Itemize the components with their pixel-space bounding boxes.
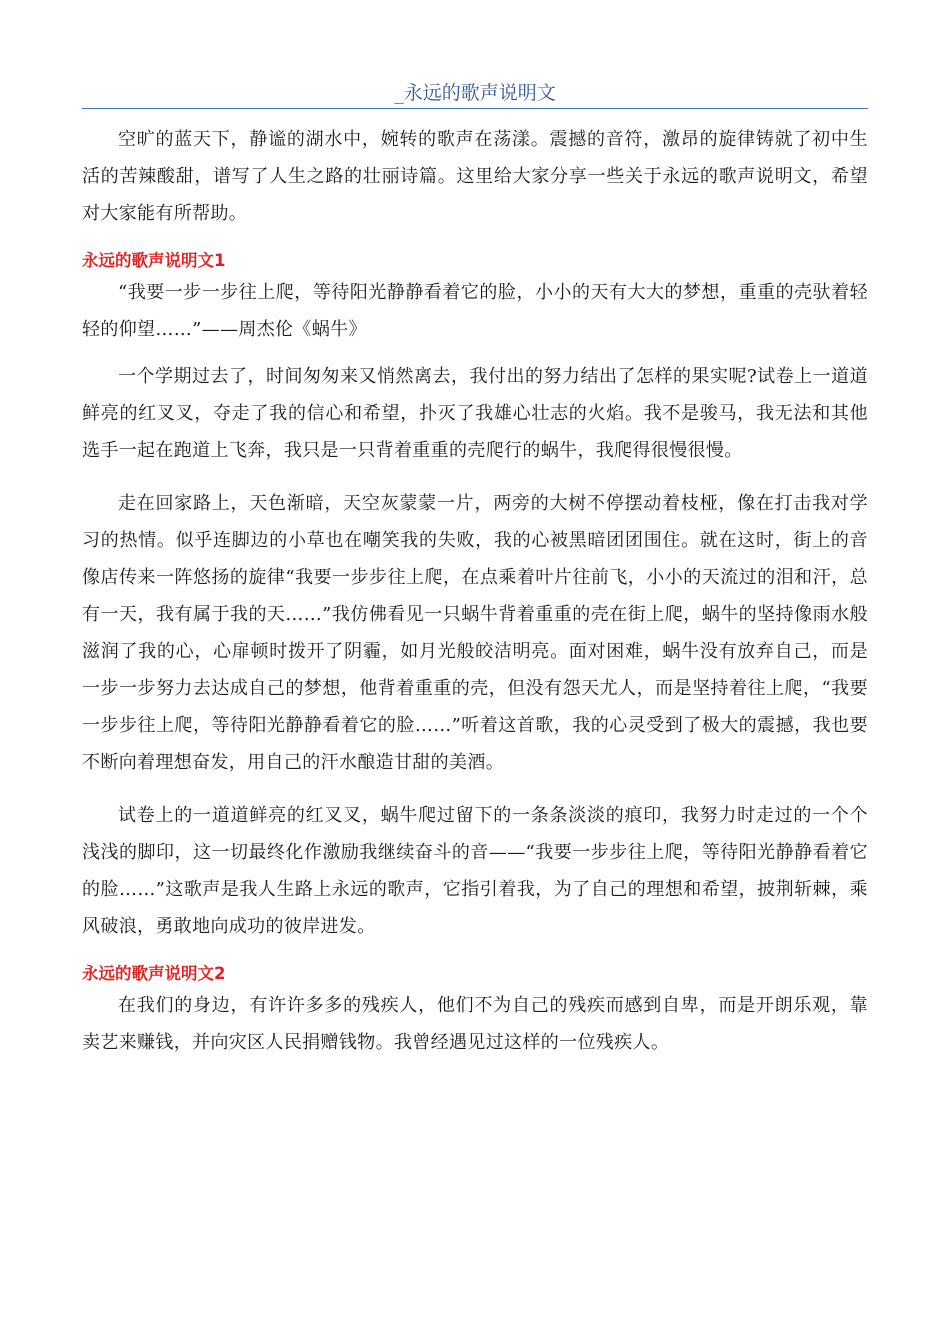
section-heading-1: 永远的歌声说明文1: [82, 251, 226, 270]
section-heading-2: 永远的歌声说明文2: [82, 964, 226, 983]
section-1-paragraph-quote: “我要一步一步往上爬，等待阳光静静看着它的脸，小小的天有大大的梦想，重重的壳驮着轻轻的仰望……”——周杰伦《蜗牛》: [82, 282, 868, 340]
page-header-title: _永远的歌声说明文: [394, 82, 556, 104]
section-1-paragraph-4: 试卷上的一道道鲜亮的红叉叉，蜗牛爬过留下的一条条淡淡的痕印，我努力时走过的一个个浅浅的脚印，这一切最终化作激励我继续奋斗的音——“我要一步步往上爬，等待阳光静静看着它的脸……”这歌声是我人生路上永远的歌声，它指引着我，为了自己的理想和希望，披荆斩棘，乘风破浪，勇敢地向成功的彼岸进发。: [82, 805, 868, 937]
section-1-paragraph-2: 一个学期过去了，时间匆匆来又悄然离去，我付出的努力结出了怎样的果实呢?试卷上一道道鲜亮的红叉叉，夺走了我的信心和希望，扑灭了我雄心壮志的火焰。我不是骏马，我无法和其他选手一起在跑道上飞奔，我只是一只背着重重的壳爬行的蜗牛，我爬得很慢很慢。: [82, 366, 868, 461]
document-body: [82, 121, 868, 1077]
intro-paragraph: 空旷的蓝天下，静谧的湖水中，婉转的歌声在荡漾。震撼的音符，激昂的旋律铸就了初中生活的苦辣酸甜，谱写了人生之路的壮丽诗篇。这里给大家分享一些关于永远的歌声说明文，希望对大家能有所帮助。: [82, 129, 868, 224]
section-2-paragraph-1: 在我们的身边，有许许多多的残疾人，他们不为自己的残疾而感到自卑，而是开朗乐观，靠卖艺来赚钱，并向灾区人民捐赠钱物。我曾经遇见过这样的一位残疾人。: [82, 995, 868, 1053]
section-1-paragraph-3: 走在回家路上，天色渐暗，天空灰蒙蒙一片，两旁的大树不停摆动着枝桠，像在打击我对学习的热情。似乎连脚边的小草也在嘲笑我的失败，我的心被黑暗团团围住。就在这时，街上的音像店传来一阵悠扬的旋律“我要一步步往上爬，在点乘着叶片往前飞，小小的天流过的泪和汗，总有一天，我有属于我的天……”我仿佛看见一只蜗牛背着重重的壳在街上爬，蜗牛的坚持像雨水般滋润了我的心，心扉顿时拨开了阴霾，如月光般皎洁明亮。面对困难，蜗牛没有放弃自己，而是一步一步努力去达成自己的梦想，他背着重重的壳，但没有怨天尤人，而是坚持着往上爬，“我要一步步往上爬，等待阳光静静看着它的脸……”听着这首歌，我的心灵受到了极大的震撼，我也要不断向着理想奋发，用自己的汗水酿造甘甜的美酒。: [82, 493, 868, 773]
header-divider: [82, 108, 868, 109]
